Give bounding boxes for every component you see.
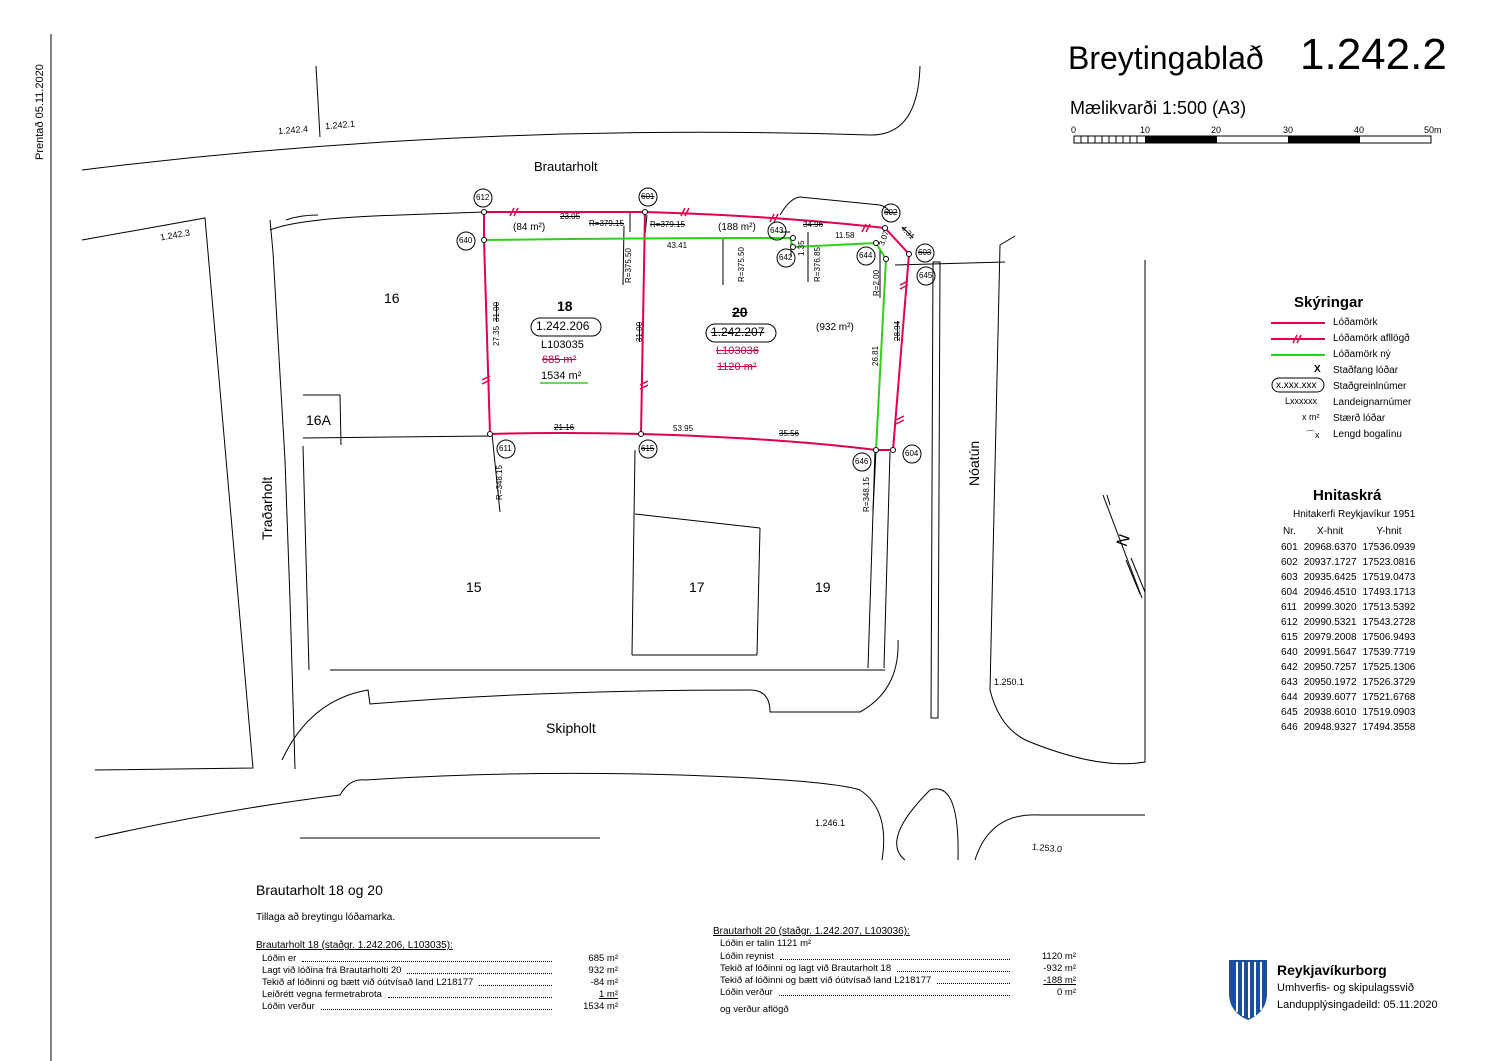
legend-item: Staðgreinlnúmer [1333, 381, 1407, 392]
x-coord-cell: 20990.5321 [1303, 617, 1357, 628]
column-header: Y-hnit [1376, 526, 1402, 537]
point-601: 601 [641, 192, 655, 201]
x-coord-cell: 20935.6425 [1303, 572, 1357, 583]
ledger-row [262, 977, 618, 989]
legend-item: Lóðamörk afllögð [1333, 333, 1410, 344]
lot20-rows [720, 951, 1076, 999]
street-brautarholt: Brautarholt [534, 159, 598, 174]
dim-label: 27.35 [492, 325, 501, 346]
dim-label: R=379.15 [650, 220, 685, 229]
ledger-value: 0 m² [1057, 987, 1076, 998]
lot-20-landnr: L103036 [716, 345, 759, 357]
north-letter: N [1114, 532, 1134, 549]
scale-tick-50: 50m [1424, 125, 1442, 135]
dim-label: 31.00 [635, 321, 644, 342]
table-row [1278, 675, 1418, 690]
ledger-value: 685 m² [588, 953, 618, 964]
table-row [1278, 615, 1418, 630]
lot20-heading: Brautarholt 20 (staðgr. 1.242.207, L103036): [713, 926, 910, 937]
ledger-label: Leiðrétt vegna fermetrabrota [262, 989, 382, 1000]
printed-date: Prentað 05.11.2020 [34, 64, 46, 160]
ledger-dots [780, 951, 1010, 960]
ledger-row [262, 989, 618, 1001]
ledger-value: 1534 m² [583, 1001, 618, 1012]
point-number-cell: 643 [1281, 677, 1298, 688]
point-645: 645 [919, 271, 933, 280]
y-coord-cell: 17539.7719 [1362, 647, 1416, 658]
x-coord-cell: 20950.1972 [1303, 677, 1357, 688]
strip-a-area: (84 m²) [513, 222, 546, 233]
y-coord-cell: 17493.1713 [1362, 587, 1416, 598]
ledger-row [720, 951, 1076, 963]
dim-label: R=379.15 [589, 219, 624, 228]
lot-15: 15 [466, 579, 482, 595]
point-number-cell: 612 [1281, 617, 1298, 628]
table-row [1278, 690, 1418, 705]
block-label: 1.242.3 [159, 227, 191, 243]
lot18-rows [262, 953, 618, 1013]
ledger-value: -188 m² [1043, 975, 1076, 986]
ledger-dots [779, 987, 1010, 996]
point-number-cell: 604 [1281, 587, 1298, 598]
legend-item: Lóðamörk [1333, 317, 1378, 328]
ledger-dots [897, 963, 1010, 972]
ledger-value: -84 m² [590, 977, 618, 988]
strip-b-area: (188 m²) [718, 222, 756, 233]
table-row [1278, 585, 1418, 600]
table-row [1278, 720, 1418, 735]
ledger-dots [321, 1001, 552, 1010]
point-602: 602 [884, 208, 898, 217]
legend-item: Landeignarnúmer [1333, 397, 1412, 408]
ledger-label: Lóðin verður [262, 1001, 315, 1012]
notes-title: Brautarholt 18 og 20 [256, 882, 383, 898]
table-row [1278, 660, 1418, 675]
column-header: Nr. [1282, 526, 1296, 537]
scale-tick-0: 0 [1071, 125, 1077, 135]
y-coord-cell: 17536.0939 [1362, 542, 1416, 553]
dim-label: 3.07 [877, 229, 891, 248]
dim-label: 21.16 [554, 423, 575, 432]
legend-landnr-symbol: Lxxxxxx [1285, 396, 1318, 406]
ledger-dots [388, 989, 552, 998]
ledger-dots [937, 975, 1010, 984]
ledger-label: Lóðin reynist [720, 951, 774, 962]
dim-label: 4.31 [899, 223, 917, 242]
table-row [1278, 555, 1418, 570]
table-row [1278, 570, 1418, 585]
ledger-value: 1 m² [599, 989, 618, 1000]
x-coord-cell: 20938.6010 [1303, 707, 1357, 718]
y-coord-cell: 17521.6768 [1362, 692, 1416, 703]
scale-bar [1074, 136, 1431, 143]
point-646: 646 [855, 457, 869, 466]
point-number-cell: 602 [1281, 557, 1298, 568]
lot-18-old-area: 685 m² [542, 354, 577, 366]
dim-label: 1.35 [797, 240, 806, 256]
scale-tick-30: 30 [1283, 125, 1294, 135]
logo-name: Reykjavíkurborg [1277, 962, 1387, 978]
block-label: 1.242.4 [277, 123, 309, 137]
ledger-value: 932 m² [588, 965, 618, 976]
dim-label: R=375.50 [737, 247, 746, 282]
y-coord-cell: 17526.3729 [1362, 677, 1416, 688]
legend-item: Staðfang lóðar [1333, 365, 1399, 376]
reykjavik-logo [1229, 960, 1267, 1020]
y-coord-cell: 17494.3558 [1362, 722, 1416, 733]
page-title: Breytingablað [1068, 40, 1264, 76]
y-coord-cell: 17519.0903 [1362, 707, 1416, 718]
scale-label: Mælikvarði 1:500 (A3) [1070, 98, 1247, 118]
logo-division: Landupplýsingadeild: 05.11.2020 [1277, 999, 1438, 1011]
dim-label: 26.81 [871, 345, 880, 366]
ledger-label: Tekið af lóðinni og bætt við óútvísað land L218177 [262, 977, 474, 988]
dim-label: 34.96 [803, 220, 824, 229]
table-row [1278, 630, 1418, 645]
ledger-row [720, 975, 1076, 987]
table-row [1278, 705, 1418, 720]
dim-label: 35.56 [779, 429, 800, 438]
point-number-cell: 642 [1281, 662, 1298, 673]
legend-staðgr-symbol: x.xxx.xxx [1276, 380, 1317, 391]
point-643: 643 [770, 226, 784, 235]
legend-title: Skýringar [1294, 294, 1364, 311]
point-number-cell: 615 [1281, 632, 1298, 643]
x-coord-cell: 20979.2008 [1303, 632, 1357, 643]
lot-20-area-paren: (932 m²) [816, 322, 854, 333]
dim-label: R=375.50 [624, 248, 633, 283]
legend-item: Stærð lóðar [1333, 413, 1386, 424]
y-coord-cell: 17523.0816 [1362, 557, 1416, 568]
lot-18-landnr: L103035 [541, 339, 584, 351]
table-row [1278, 645, 1418, 660]
point-number-cell: 611 [1281, 602, 1297, 613]
table-row [1278, 540, 1418, 555]
lot-20-number: 20 [732, 304, 748, 320]
ledger-value: -932 m² [1043, 963, 1076, 974]
dim-label: R=348.15 [862, 477, 871, 512]
logo-department: Umhverfis- og skipulagssvið [1277, 982, 1414, 994]
lot-20-staðgr: 1.242.207 [711, 325, 765, 339]
y-coord-cell: 17543.2728 [1362, 617, 1416, 628]
point-number-cell: 640 [1281, 647, 1298, 658]
ledger-value: 1120 m² [1041, 951, 1076, 962]
point-642: 642 [779, 253, 793, 262]
ledger-label: Lóðin verður [720, 987, 773, 998]
point-612: 612 [476, 193, 490, 202]
block-label: 1.246.1 [815, 818, 846, 828]
dim-label: R=2.00 [872, 269, 881, 296]
lot20-first-line: Lóðin er talin 1121 m² [720, 938, 812, 949]
scale-tick-10: 10 [1140, 125, 1151, 135]
point-644: 644 [859, 251, 873, 260]
legend-arc-symbol: ⌒x [1306, 430, 1320, 440]
lot-16: 16 [384, 290, 400, 306]
block-label: 1.253.0 [1031, 841, 1063, 855]
point-number-cell: 646 [1281, 722, 1298, 733]
ledger-dots [407, 965, 552, 974]
ledger-row [262, 965, 618, 977]
point-number-cell: 601 [1281, 542, 1298, 553]
table-row [1278, 600, 1418, 615]
coords-title: Hnitaskrá [1313, 487, 1382, 504]
notes-subtitle: Tillaga að breytingu lóðamarka. [256, 912, 396, 923]
lot-18-staðgr: 1.242.206 [536, 319, 590, 333]
lot-18-new-area: 1534 m² [541, 370, 582, 382]
lot-16a: 16A [306, 412, 331, 428]
x-coord-cell: 20939.6077 [1303, 692, 1357, 703]
street-tradarholt: Traðarholt [259, 476, 275, 540]
block-label: 1.250.1 [994, 677, 1025, 687]
lot-19: 19 [815, 579, 831, 595]
ledger-row [720, 963, 1076, 975]
x-coord-cell: 20991.5647 [1303, 647, 1357, 658]
ledger-label: Tekið af lóðinni og bætt við óútvísað land L218177 [720, 975, 932, 986]
point-615: 615 [641, 444, 655, 453]
y-coord-cell: 17525.1306 [1362, 662, 1416, 673]
lot-17: 17 [689, 579, 705, 595]
x-coord-cell: 20948.9327 [1303, 722, 1357, 733]
dim-label: R=376.85 [813, 247, 822, 282]
dim-label: 11.58 [835, 231, 855, 240]
street-noatun: Nóatún [966, 440, 982, 486]
point-number-cell: 644 [1281, 692, 1298, 703]
ledger-row [720, 987, 1076, 999]
lot-18-number: 18 [557, 298, 573, 314]
dim-label: 31.00 [492, 301, 501, 322]
street-curbs [82, 66, 1145, 860]
coords-subtitle: Hnitakerfi Reykjavíkur 1951 [1293, 509, 1416, 520]
x-coord-cell: 20968.6370 [1303, 542, 1357, 553]
street-skipholt: Skipholt [546, 720, 596, 736]
column-header: X-hnit [1317, 526, 1344, 537]
dim-label: 53.95 [673, 424, 694, 433]
sheet-number: 1.242.2 [1300, 30, 1447, 79]
point-604: 604 [905, 449, 919, 458]
y-coord-cell: 17513.5392 [1362, 602, 1416, 613]
x-coord-cell: 20937.1727 [1303, 557, 1357, 568]
legend-item: Lóðamörk ný [1333, 349, 1391, 360]
point-number-cell: 603 [1281, 572, 1298, 583]
x-coord-cell: 20950.7257 [1303, 662, 1357, 673]
abolished-marks [482, 208, 908, 424]
ledger-dots [479, 977, 552, 986]
ledger-dots [302, 953, 552, 962]
lot-20-old-area: 1120 m² [717, 361, 757, 373]
table-header-row [1278, 526, 1418, 540]
ledger-label: Lagt við lóðina frá Brautarholti 20 [262, 965, 402, 976]
legend-item: Lengd bogalínu [1333, 429, 1402, 440]
ledger-row [262, 1001, 618, 1013]
point-number-cell: 645 [1281, 707, 1298, 718]
dim-label: R=348.15 [495, 465, 504, 500]
y-coord-cell: 17506.9493 [1362, 632, 1416, 643]
dim-label: 43.41 [667, 241, 688, 250]
block-label: 1.242.1 [324, 118, 356, 132]
point-640: 640 [459, 236, 473, 245]
legend-address-symbol: X [1314, 364, 1321, 375]
lot20-last-line: og verður aflögð [720, 1004, 789, 1015]
lot18-heading: Brautarholt 18 (staðgr. 1.242.206, L103035): [256, 940, 453, 951]
coordinate-table [1278, 526, 1418, 735]
scale-tick-20: 20 [1211, 125, 1222, 135]
y-coord-cell: 17519.0473 [1362, 572, 1416, 583]
ledger-label: Tekið af lóðinni og lagt við Brautarholt 18 [720, 963, 892, 974]
dim-label: 28.94 [893, 320, 902, 341]
point-603: 603 [918, 248, 932, 257]
x-coord-cell: 20999.3020 [1303, 602, 1357, 613]
dim-label: 23.05 [560, 212, 581, 221]
x-coord-cell: 20946.4510 [1303, 587, 1357, 598]
point-611: 611 [499, 444, 512, 453]
arc-icon: ⌒ [1306, 430, 1316, 440]
scale-tick-40: 40 [1354, 125, 1365, 135]
legend-area-symbol: x m² [1302, 412, 1320, 422]
ledger-row [262, 953, 618, 965]
ledger-label: Lóðin er [262, 953, 297, 964]
